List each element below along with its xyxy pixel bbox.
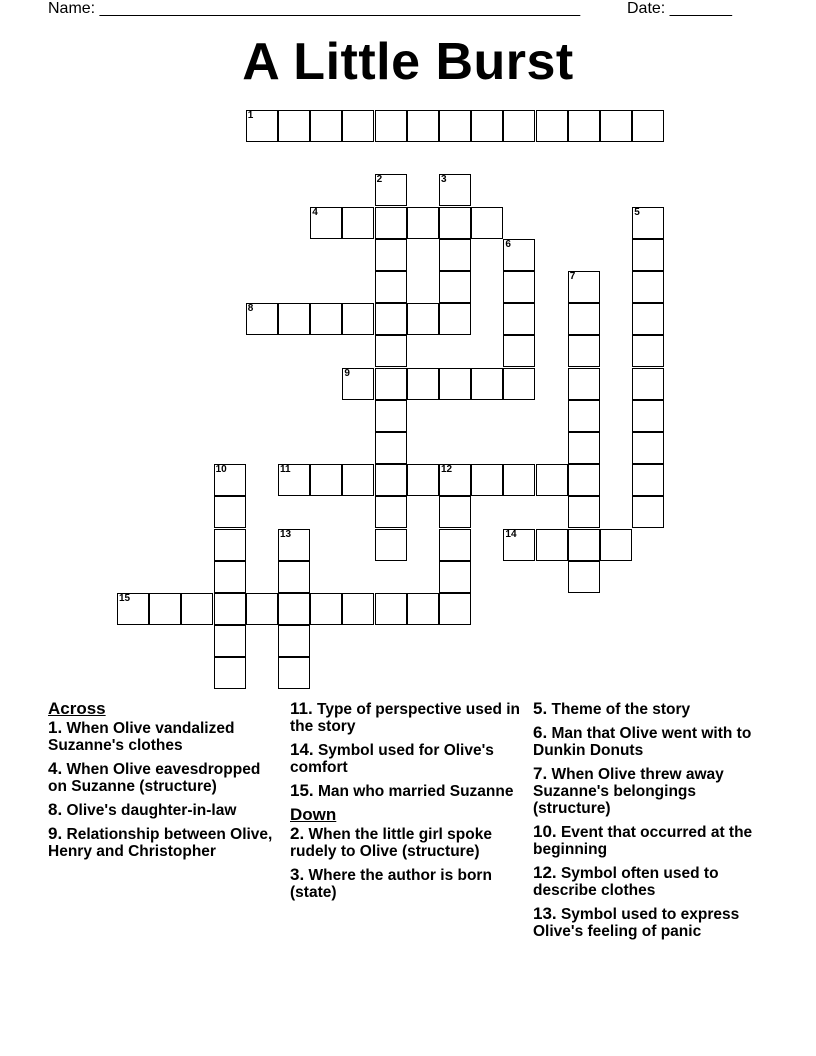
clue-number: 7 bbox=[569, 271, 576, 282]
grid-cell[interactable] bbox=[214, 625, 246, 657]
clue-across-14: 14. Symbol used for Olive's comfort bbox=[290, 740, 494, 776]
across-heading: Across bbox=[48, 699, 106, 718]
clue-number: 4 bbox=[312, 206, 318, 218]
clue-across-11: 11. Type of perspective used in the story bbox=[290, 699, 521, 735]
grid-cell[interactable] bbox=[117, 593, 149, 625]
grid-cell[interactable] bbox=[632, 207, 664, 239]
grid-cell[interactable] bbox=[439, 207, 471, 239]
grid-cell[interactable] bbox=[600, 529, 632, 561]
grid-cell[interactable] bbox=[632, 432, 664, 464]
grid-cell[interactable] bbox=[375, 593, 407, 625]
grid-cell[interactable] bbox=[278, 110, 310, 142]
clue-number: 14 bbox=[505, 528, 517, 540]
grid-cell[interactable] bbox=[632, 400, 664, 432]
clue-number: 10 bbox=[215, 464, 227, 476]
grid-cell[interactable] bbox=[503, 529, 535, 561]
grid-cell[interactable] bbox=[632, 271, 664, 303]
clue-down-7: 7. When Olive threw away Suzanne's belongings (structure) bbox=[533, 764, 724, 817]
clue-number: 3 bbox=[441, 174, 447, 186]
grid-cell[interactable] bbox=[471, 110, 503, 142]
clue-number: 6 bbox=[505, 238, 511, 250]
clue-number: 12 bbox=[441, 464, 453, 476]
clue-down-3: 3. Where the author is born (state) bbox=[290, 865, 492, 901]
grid-cell[interactable] bbox=[278, 593, 310, 625]
clue-down-10: 10. Event that occurred at the beginning bbox=[533, 822, 753, 858]
grid-cell[interactable] bbox=[536, 110, 568, 142]
grid-cell[interactable] bbox=[503, 271, 535, 303]
grid-cell[interactable] bbox=[568, 368, 600, 400]
clue-across-1: 1. When Olive vandalized Suzanne's clothes bbox=[48, 718, 235, 754]
grid-cell[interactable] bbox=[375, 271, 407, 303]
grid-cell[interactable] bbox=[407, 464, 439, 496]
grid-cell[interactable] bbox=[568, 271, 600, 303]
grid-cell[interactable] bbox=[568, 464, 600, 496]
grid-cell[interactable] bbox=[568, 110, 600, 142]
grid-cell[interactable] bbox=[536, 529, 568, 561]
grid-cell[interactable] bbox=[407, 110, 439, 142]
grid-cell[interactable] bbox=[568, 529, 600, 561]
grid-cell[interactable] bbox=[278, 625, 310, 657]
grid-cell[interactable] bbox=[503, 464, 535, 496]
grid-cell[interactable] bbox=[375, 207, 407, 239]
grid-cell[interactable] bbox=[439, 464, 471, 496]
clue-across-9: 9. Relationship between Olive, Henry and Christopher bbox=[48, 824, 273, 860]
grid-cell[interactable] bbox=[278, 303, 310, 335]
grid-cell[interactable] bbox=[310, 207, 342, 239]
grid-cell[interactable] bbox=[278, 464, 310, 496]
grid-cell[interactable] bbox=[503, 303, 535, 335]
grid-cell[interactable] bbox=[568, 496, 600, 528]
grid-cell[interactable] bbox=[375, 110, 407, 142]
grid-cell[interactable] bbox=[375, 496, 407, 528]
grid-cell[interactable] bbox=[214, 561, 246, 593]
grid-cell[interactable] bbox=[181, 593, 213, 625]
grid-cell[interactable] bbox=[407, 368, 439, 400]
grid-cell[interactable] bbox=[278, 657, 310, 689]
grid-cell[interactable] bbox=[214, 593, 246, 625]
grid-cell[interactable] bbox=[439, 561, 471, 593]
grid-cell[interactable] bbox=[632, 303, 664, 335]
grid-cell[interactable] bbox=[632, 496, 664, 528]
grid-cell[interactable] bbox=[632, 368, 664, 400]
grid-cell[interactable] bbox=[278, 529, 310, 561]
grid-cell[interactable] bbox=[214, 464, 246, 496]
grid-cell[interactable] bbox=[375, 174, 407, 206]
grid-cell[interactable] bbox=[407, 593, 439, 625]
grid-cell[interactable] bbox=[310, 303, 342, 335]
grid-cell[interactable] bbox=[342, 110, 374, 142]
grid-cell[interactable] bbox=[632, 110, 664, 142]
clue-number: 5 bbox=[634, 206, 640, 218]
grid-cell[interactable] bbox=[375, 335, 407, 367]
grid-cell[interactable] bbox=[536, 464, 568, 496]
clue-number: 13 bbox=[280, 528, 292, 540]
grid-cell[interactable] bbox=[503, 368, 535, 400]
clue-across-8: 8. Olive's daughter-in-law bbox=[48, 800, 237, 819]
grid-cell[interactable] bbox=[503, 335, 535, 367]
clue-number: 1 bbox=[247, 110, 254, 121]
grid-cell[interactable] bbox=[342, 303, 374, 335]
grid-cell[interactable] bbox=[471, 464, 503, 496]
grid-cell[interactable] bbox=[375, 464, 407, 496]
clue-number: 2 bbox=[376, 174, 383, 186]
clues-column-3 bbox=[533, 700, 763, 946]
grid-cell[interactable] bbox=[600, 110, 632, 142]
clues-column-2 bbox=[290, 700, 520, 907]
grid-cell[interactable] bbox=[214, 496, 246, 528]
clue-down-5: 5. Theme of the story bbox=[533, 699, 691, 718]
clue-down-13: 13. Symbol used to express Olive's feeling of panic bbox=[533, 904, 740, 940]
grid-cell[interactable] bbox=[375, 432, 407, 464]
grid-cell[interactable] bbox=[568, 335, 600, 367]
down-heading: Down bbox=[290, 805, 337, 824]
grid-cell[interactable] bbox=[375, 239, 407, 271]
clue-number: 8 bbox=[247, 303, 254, 315]
grid-cell[interactable] bbox=[407, 207, 439, 239]
grid-cell[interactable] bbox=[278, 561, 310, 593]
grid-cell[interactable] bbox=[342, 464, 374, 496]
clue-across-15: 15. Man who married Suzanne bbox=[290, 781, 514, 800]
grid-cell[interactable] bbox=[439, 239, 471, 271]
clue-number: 15 bbox=[119, 593, 131, 604]
grid-cell[interactable] bbox=[342, 368, 374, 400]
grid-cell[interactable] bbox=[632, 239, 664, 271]
grid-cell[interactable] bbox=[568, 400, 600, 432]
grid-cell[interactable] bbox=[214, 657, 246, 689]
grid-cell[interactable] bbox=[310, 110, 342, 142]
grid-cell[interactable] bbox=[375, 303, 407, 335]
date-field[interactable]: Date: _______ bbox=[627, 0, 732, 17]
grid-cell[interactable] bbox=[439, 496, 471, 528]
grid-cell[interactable] bbox=[439, 271, 471, 303]
grid-cell[interactable] bbox=[632, 464, 664, 496]
grid-cell[interactable] bbox=[375, 400, 407, 432]
clue-number: 11 bbox=[280, 464, 291, 476]
grid-cell[interactable] bbox=[439, 303, 471, 335]
grid-cell[interactable] bbox=[310, 593, 342, 625]
grid-cell[interactable] bbox=[568, 432, 600, 464]
grid-cell[interactable] bbox=[503, 239, 535, 271]
grid-cell[interactable] bbox=[471, 207, 503, 239]
clue-down-2: 2. When the little girl spoke rudely to Olive (structure) bbox=[290, 824, 492, 860]
clue-down-12: 12. Symbol often used to describe clothes bbox=[533, 863, 719, 899]
grid-cell[interactable] bbox=[407, 303, 439, 335]
grid-cell[interactable] bbox=[439, 174, 471, 206]
grid-cell[interactable] bbox=[439, 110, 471, 142]
clue-across-4: 4. When Olive eavesdropped on Suzanne (structure) bbox=[48, 759, 261, 795]
grid-cell[interactable] bbox=[342, 593, 374, 625]
name-field[interactable]: Name: ______________________________________________________ bbox=[48, 0, 581, 17]
grid-cell[interactable] bbox=[568, 303, 600, 335]
grid-cell[interactable] bbox=[310, 464, 342, 496]
grid-cell[interactable] bbox=[375, 529, 407, 561]
grid-cell[interactable] bbox=[439, 593, 471, 625]
page-title: A Little Burst bbox=[242, 33, 574, 91]
grid-cell[interactable] bbox=[246, 303, 278, 335]
grid-cell[interactable] bbox=[149, 593, 181, 625]
grid-cell[interactable] bbox=[503, 110, 535, 142]
grid-cell[interactable] bbox=[214, 529, 246, 561]
grid-cell[interactable] bbox=[342, 207, 374, 239]
grid-cell[interactable] bbox=[246, 593, 278, 625]
grid-cell[interactable] bbox=[375, 368, 407, 400]
grid-cell[interactable] bbox=[439, 368, 471, 400]
clue-number: 9 bbox=[344, 367, 350, 379]
grid-cell[interactable] bbox=[568, 561, 600, 593]
clues-column-1 bbox=[48, 700, 278, 866]
grid-cell[interactable] bbox=[246, 110, 278, 142]
clue-down-6: 6. Man that Olive went with to Dunkin Donuts bbox=[533, 723, 752, 759]
grid-cell[interactable] bbox=[471, 368, 503, 400]
grid-cell[interactable] bbox=[439, 529, 471, 561]
grid-cell[interactable] bbox=[632, 335, 664, 367]
